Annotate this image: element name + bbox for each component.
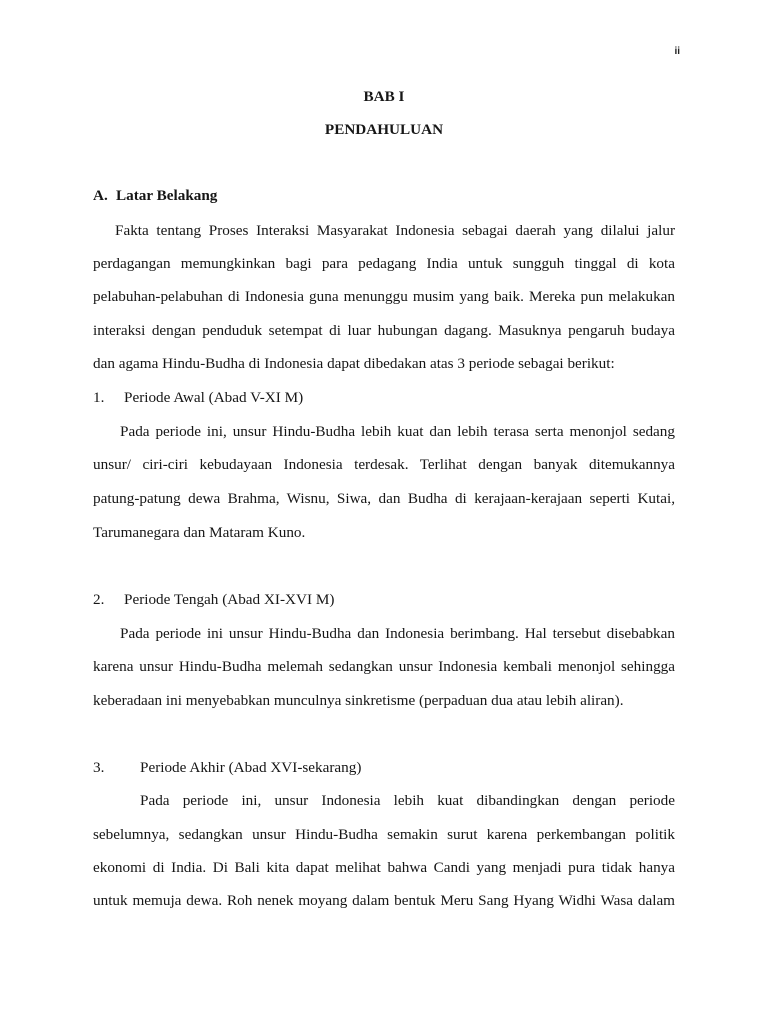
paragraph-line: interaksi dengan penduduk setempat di luar hubungan dagang. Masuknya pengaruh budaya: [93, 322, 675, 339]
section-heading-title: Latar Belakang: [116, 187, 218, 204]
paragraph-line: Pada periode ini unsur Hindu-Budha dan Indonesia berimbang. Hal tersebut disebabkan: [120, 625, 675, 642]
period-title: Periode Akhir (Abad XVI-sekarang): [140, 759, 362, 776]
paragraph-line: Pada periode ini, unsur Indonesia lebih kuat dibandingkan dengan periode: [140, 792, 675, 809]
paragraph-line: dan agama Hindu-Budha di Indonesia dapat dibedakan atas 3 periode sebagai berikut:: [93, 355, 615, 372]
paragraph-line: perdagangan memungkinkan bagi para pedagang India untuk sungguh tinggal di kota: [93, 255, 675, 272]
paragraph-line: keberadaan ini menyebabkan munculnya sinkretisme (perpaduan dua atau lebih aliran).: [93, 692, 624, 709]
paragraph-line: patung-patung dewa Brahma, Wisnu, Siwa, dan Budha di kerajaan-kerajaan seperti Kutai,: [93, 490, 675, 507]
section-heading-marker: A.: [93, 187, 108, 204]
period-number: 1.: [93, 389, 105, 406]
period-title: Periode Tengah (Abad XI-XVI M): [124, 591, 335, 608]
paragraph-line: Pada periode ini, unsur Hindu-Budha lebih kuat dan lebih terasa serta menonjol sedang: [120, 423, 675, 440]
paragraph-line: Fakta tentang Proses Interaksi Masyarakat Indonesia sebagai daerah yang dilalui jalur: [115, 222, 675, 239]
chapter-title: PENDAHULUAN: [324, 121, 444, 138]
paragraph-line: karena unsur Hindu-Budha melemah sedangkan unsur Indonesia kembali menonjol sehingga: [93, 658, 675, 675]
paragraph-line: pelabuhan-pelabuhan di Indonesia guna menunggu musim yang baik. Mereka pun melakukan: [93, 288, 675, 305]
paragraph-line: sebelumnya, sedangkan unsur Hindu-Budha semakin surut karena perkembangan politik: [93, 826, 675, 843]
chapter-label: BAB I: [363, 88, 405, 105]
paragraph-line: untuk memuja dewa. Roh nenek moyang dalam bentuk Meru Sang Hyang Widhi Wasa dalam: [93, 892, 675, 909]
paragraph-line: unsur/ ciri-ciri kebudayaan Indonesia terdesak. Terlihat dengan banyak ditemukannya: [93, 456, 675, 473]
paragraph-line: ekonomi di India. Di Bali kita dapat melihat bahwa Candi yang menjadi pura tidak hanya: [93, 859, 675, 876]
paragraph-line: Tarumanegara dan Mataram Kuno.: [93, 524, 306, 541]
page-number: ii: [674, 46, 680, 57]
period-number: 2.: [93, 591, 105, 608]
period-number: 3.: [93, 759, 105, 776]
period-title: Periode Awal (Abad V-XI M): [124, 389, 304, 406]
